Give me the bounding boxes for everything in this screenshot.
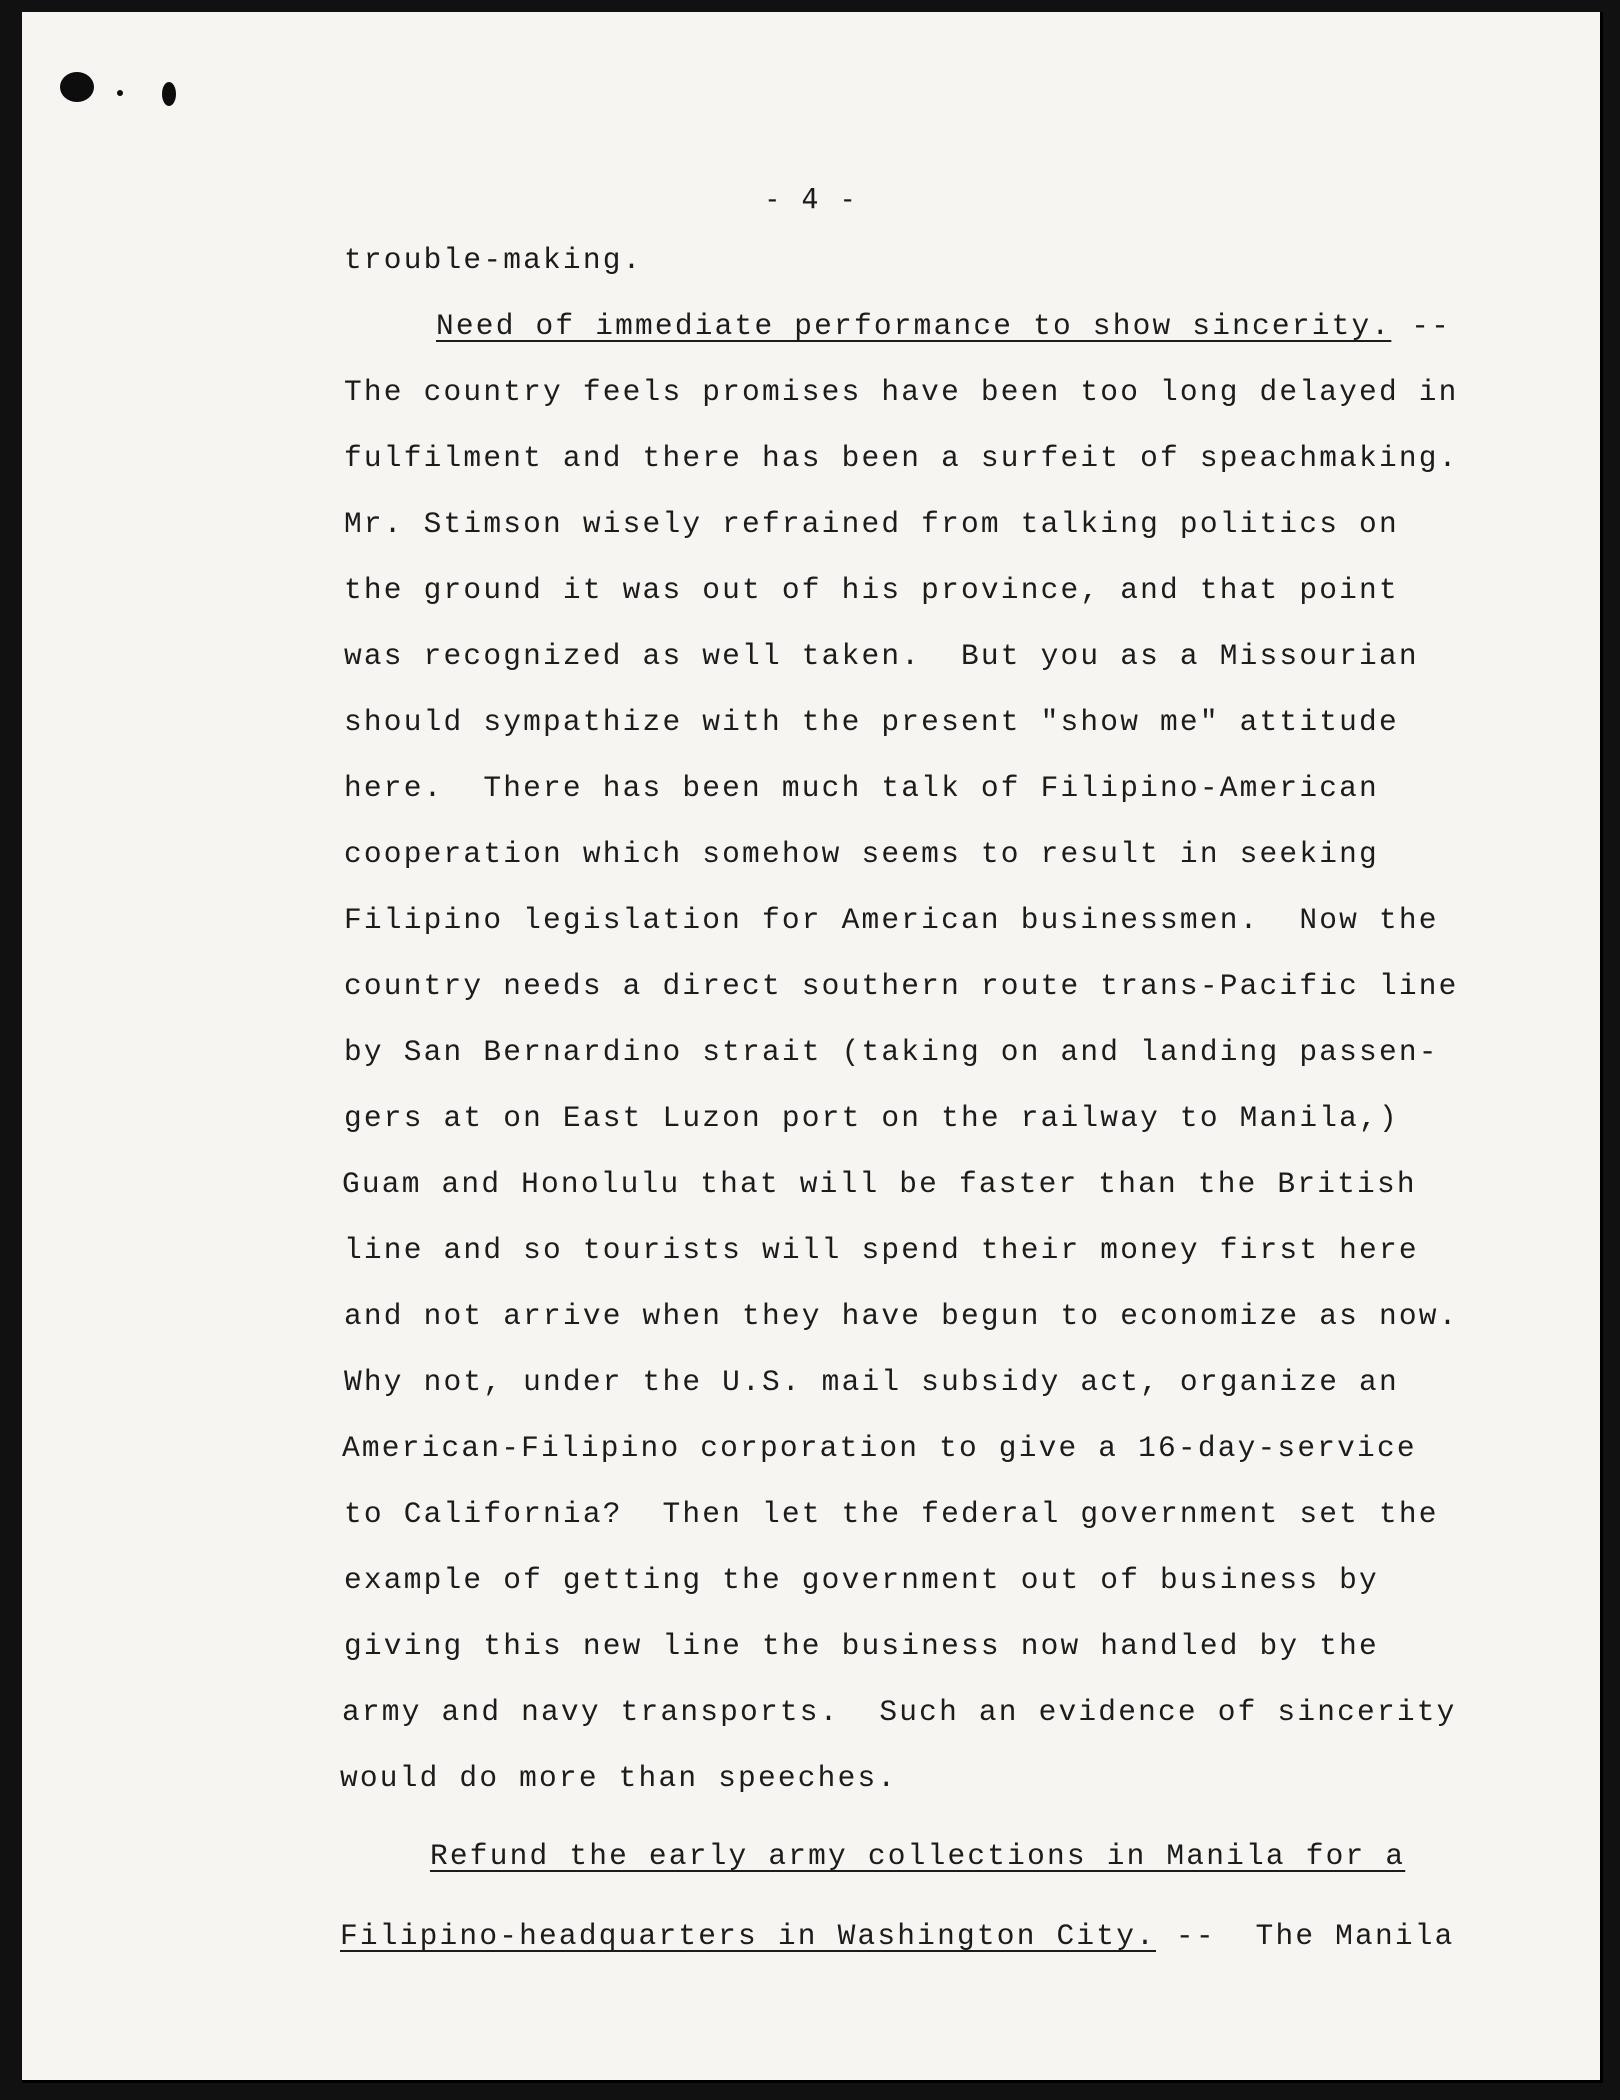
text-run: should sympathize with the present "show me" attitude [344, 705, 1399, 739]
text-line [340, 1918, 1455, 1954]
ink-blot [60, 72, 94, 102]
text-run: fulfilment and there has been a surfeit of speachmaking. [344, 441, 1459, 475]
text-run: Guam and Honolulu that will be faster than the British [342, 1167, 1417, 1201]
text-line [430, 1838, 1405, 1874]
text-run: giving this new line the business now handled by the [344, 1629, 1379, 1663]
underlined-heading: Refund the early army collections in Manila for a [430, 1839, 1406, 1873]
document-page [22, 12, 1603, 2083]
text-line [436, 308, 1451, 344]
text-run: and not arrive when they have begun to economize as now. [344, 1299, 1459, 1333]
text-line [344, 902, 1439, 938]
text-run: here. There has been much talk of Filipino-American [344, 771, 1379, 805]
ink-speck [117, 90, 123, 96]
text-line [344, 1298, 1459, 1334]
text-run: would do more than speeches. [340, 1761, 898, 1795]
text-line [344, 1034, 1439, 1070]
text-run: trouble-making. [344, 243, 643, 277]
text-line [344, 440, 1459, 476]
text-run: army and navy transports. Such an evidence of sincerity [342, 1695, 1457, 1729]
text-line [342, 1430, 1417, 1466]
text-run: example of getting the government out of business by [344, 1563, 1379, 1597]
text-run: line and so tourists will spend their money first here [344, 1233, 1419, 1267]
text-run: -- [1391, 309, 1452, 343]
text-line [340, 1760, 897, 1796]
page-number: - 4 - [763, 182, 859, 215]
underlined-heading: Need of immediate performance to show sincerity. [436, 309, 1392, 343]
text-line [344, 638, 1419, 674]
text-run: American-Filipino corporation to give a 16-day-service [342, 1431, 1417, 1465]
text-run: Filipino legislation for American businessmen. Now the [344, 903, 1439, 937]
ink-blot [162, 82, 176, 106]
text-run: was recognized as well taken. But you as a Missourian [344, 639, 1419, 673]
text-line [344, 572, 1399, 608]
text-run: by San Bernardino strait (taking on and landing passen- [344, 1035, 1439, 1069]
text-line [344, 836, 1379, 872]
text-run: cooperation which somehow seems to result in seeking [344, 837, 1379, 871]
text-line [344, 1628, 1379, 1664]
text-run: to California? Then let the federal government set the [344, 1497, 1439, 1531]
text-line [344, 1562, 1379, 1598]
text-line [344, 242, 643, 278]
underlined-heading: Filipino-headquarters in Washington City. [340, 1919, 1157, 1953]
text-line [344, 506, 1399, 542]
text-line [344, 1364, 1399, 1400]
text-line [342, 1694, 1457, 1730]
text-line [344, 704, 1399, 740]
text-line [344, 1100, 1399, 1136]
text-line [344, 770, 1379, 806]
text-line [342, 1166, 1417, 1202]
text-line [344, 1232, 1419, 1268]
text-run: Why not, under the U.S. mail subsidy act, organize an [344, 1365, 1399, 1399]
text-line [344, 374, 1459, 410]
text-run: gers at on East Luzon port on the railway to Manila,) [344, 1101, 1399, 1135]
text-run: country needs a direct southern route trans-Pacific line [344, 969, 1459, 1003]
text-line [344, 1496, 1439, 1532]
text-run: Mr. Stimson wisely refrained from talking politics on [344, 507, 1399, 541]
text-line [344, 968, 1459, 1004]
text-run: The country feels promises have been too long delayed in [344, 375, 1459, 409]
text-run: -- The Manila [1156, 1919, 1455, 1953]
text-run: the ground it was out of his province, and that point [344, 573, 1399, 607]
